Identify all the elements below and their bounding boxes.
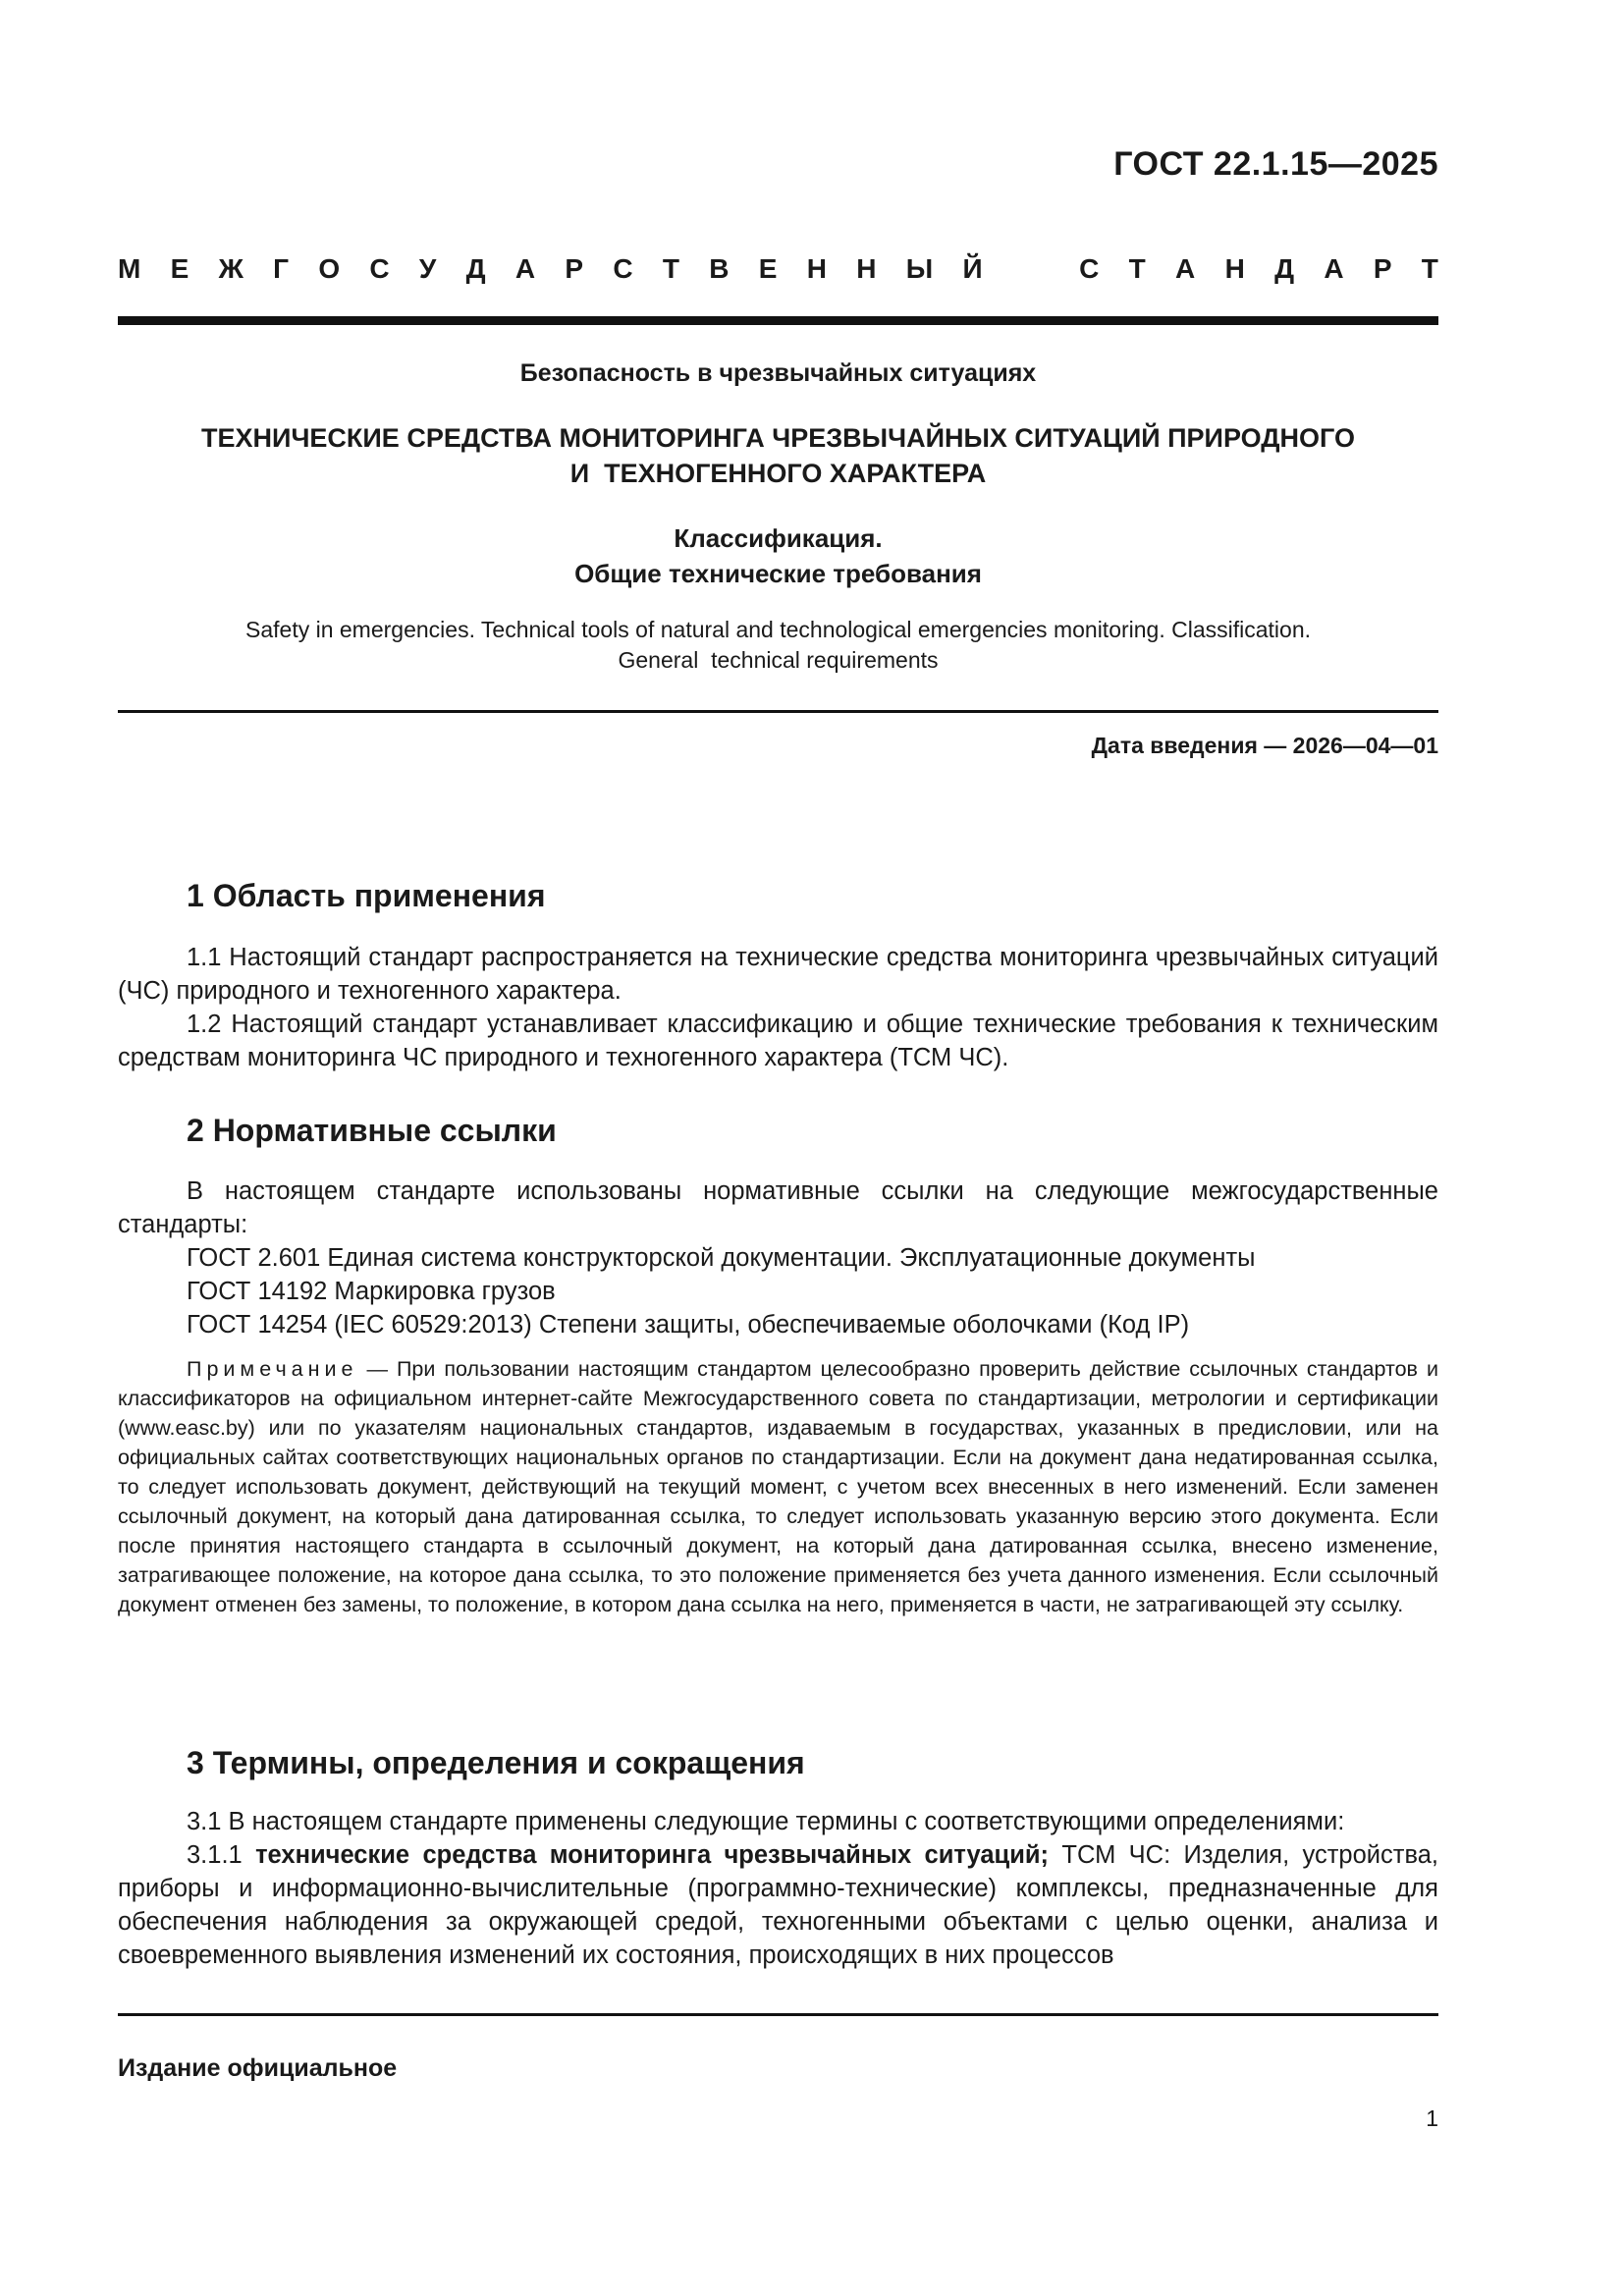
section-3-body bbox=[118, 1805, 1438, 1972]
standard-type-letter: А bbox=[514, 253, 536, 284]
standard-number: ГОСТ 22.1.15—2025 bbox=[1113, 145, 1438, 183]
footer-rule bbox=[118, 2013, 1438, 2016]
standard-type-letter: Т bbox=[1421, 253, 1438, 284]
standard-type-letter: Д bbox=[465, 253, 486, 284]
section-2-body bbox=[118, 1175, 1438, 1341]
standard-type-letter: Е bbox=[170, 253, 189, 284]
english-title-line-2: General technical requirements bbox=[618, 647, 939, 673]
subtitle: Безопасность в чрезвычайных ситуациях bbox=[519, 359, 1037, 387]
classification-line-2: Общие технические требования bbox=[574, 559, 982, 588]
page-number: 1 bbox=[1426, 2105, 1438, 2131]
standard-type-letter: Р bbox=[565, 253, 584, 284]
paragraph-3-1: 3.1 В настоящем стандарте применены следующие термины с соответствующими определениями: bbox=[187, 1808, 1345, 1835]
standard-type-heading bbox=[118, 253, 1438, 285]
standard-type-letter: Ы bbox=[905, 253, 934, 284]
term-number: 3.1.1 bbox=[187, 1841, 256, 1869]
main-title bbox=[118, 420, 1438, 491]
section-3-heading: 3 Термины, определения и сокращения bbox=[187, 1745, 805, 1780]
note-text: — При пользовании настоящим стандартом целесообразно проверить действие ссылочных стандартов и классификаторов на официальном интернет-сайте Межгосударственного совета по стандартизации, метрологии и сертификации (www.easc.by) или по указателям национальных стандартов, издаваемым в государствах, указанных в предисловии, или на официальных сайтах соответствующих национальных органов по стандартизации. Если на документ дана недатированная ссылка, то следует использовать документ, действующий на текущий момент, с учетом всех внесенных в него изменений. Если заменен ссылочный документ, на который дана датированная ссылка, то следует использовать указанную версию этого документа. Если после принятия настоящего стандарта в ссылочный документ, на который дана датированная ссылка, внесено изменение, затрагивающее положение, на которое дана ссылка, то это положение применяется без учета данного изменения. Если ссылочный документ отменен без замены, то положение, в котором дана ссылка на него, применяется в части, не затрагивающей эту ссылку. bbox=[118, 1357, 1438, 1616]
standard-type-letter: Н bbox=[1224, 253, 1245, 284]
classification-title bbox=[118, 520, 1438, 591]
standard-type-letter: О bbox=[318, 253, 341, 284]
header-rule bbox=[118, 316, 1438, 325]
standard-type-letter: С bbox=[1079, 253, 1100, 284]
note-block bbox=[118, 1354, 1438, 1619]
section-1-heading: 1 Область применения bbox=[187, 878, 546, 913]
term-definition: ТСМ ЧС: Изделия, устройства, приборы и информационно-вычислительные (программно-технические) комплексы, предназначенные для обеспечения наблюдения за окружающей средой, техногенными объектами с целью оценки, анализа и своевременного выявления изменений их состояния, происходящих в них процессов bbox=[118, 1841, 1438, 1969]
standard-type-letter: С bbox=[369, 253, 390, 284]
edition-label: Издание официальное bbox=[118, 2054, 398, 2082]
standard-type-letter: А bbox=[1175, 253, 1196, 284]
paragraph-3-1-1 bbox=[118, 1838, 1438, 1972]
standard-type-letter: У bbox=[418, 253, 437, 284]
english-title bbox=[118, 615, 1438, 676]
reference-item: ГОСТ 2.601 Единая система конструкторской документации. Эксплуатационные документы bbox=[187, 1244, 1256, 1272]
classification-line-1: Классификация. bbox=[674, 523, 883, 553]
main-title-line-1: ТЕХНИЧЕСКИЕ СРЕДСТВА МОНИТОРИНГА ЧРЕЗВЫЧАЙНЫХ СИТУАЦИЙ ПРИРОДНОГО bbox=[201, 423, 1355, 453]
paragraph-1-1: 1.1 Настоящий стандарт распространяется на технические средства мониторинга чрезвычайных ситуаций (ЧС) природного и техногенного характера. bbox=[118, 944, 1438, 1005]
standard-type-letter: Т bbox=[1128, 253, 1146, 284]
standard-type-letter: Ж bbox=[218, 253, 243, 284]
title-rule bbox=[118, 710, 1438, 713]
standard-type-letter: Д bbox=[1274, 253, 1295, 284]
section-1-body bbox=[118, 941, 1438, 1074]
intro-date: Дата введения — 2026—04—01 bbox=[1091, 733, 1438, 758]
standard-type-letter: Й bbox=[962, 253, 983, 284]
standard-type-letter: Н bbox=[806, 253, 827, 284]
standard-type-letter: Г bbox=[273, 253, 290, 284]
standard-type-letter: В bbox=[709, 253, 730, 284]
english-title-line-1: Safety in emergencies. Technical tools of natural and technological emergencies monitoring. Classification. bbox=[245, 617, 1311, 642]
standard-type-letter: Р bbox=[1373, 253, 1392, 284]
section-2-heading: 2 Нормативные ссылки bbox=[187, 1113, 557, 1148]
standard-type-letter: А bbox=[1324, 253, 1344, 284]
reference-item: ГОСТ 14254 (IEC 60529:2013) Степени защиты, обеспечиваемые оболочками (Код IP) bbox=[187, 1311, 1190, 1339]
standard-type-letter: Е bbox=[758, 253, 778, 284]
reference-item: ГОСТ 14192 Маркировка грузов bbox=[187, 1278, 556, 1305]
section-2-intro: В настоящем стандарте использованы нормативные ссылки на следующие межгосударственные стандарты: bbox=[118, 1177, 1438, 1238]
standard-type-letter: С bbox=[613, 253, 633, 284]
term-name: технические средства мониторинга чрезвычайных ситуаций; bbox=[255, 1841, 1050, 1869]
standard-type-letter: Н bbox=[856, 253, 877, 284]
word-gap bbox=[1012, 253, 1050, 285]
standard-type-letter: М bbox=[118, 253, 141, 284]
main-title-line-2: И ТЕХНОГЕННОГО ХАРАКТЕРА bbox=[569, 459, 987, 488]
note-paragraph bbox=[118, 1354, 1438, 1619]
paragraph-1-2: 1.2 Настоящий стандарт устанавливает классификацию и общие технические требования к техническим средствам мониторинга ЧС природного и техногенного характера (ТСМ ЧС). bbox=[118, 1011, 1438, 1071]
note-label: Примечание bbox=[187, 1357, 358, 1381]
standard-type-letter: Т bbox=[662, 253, 679, 284]
